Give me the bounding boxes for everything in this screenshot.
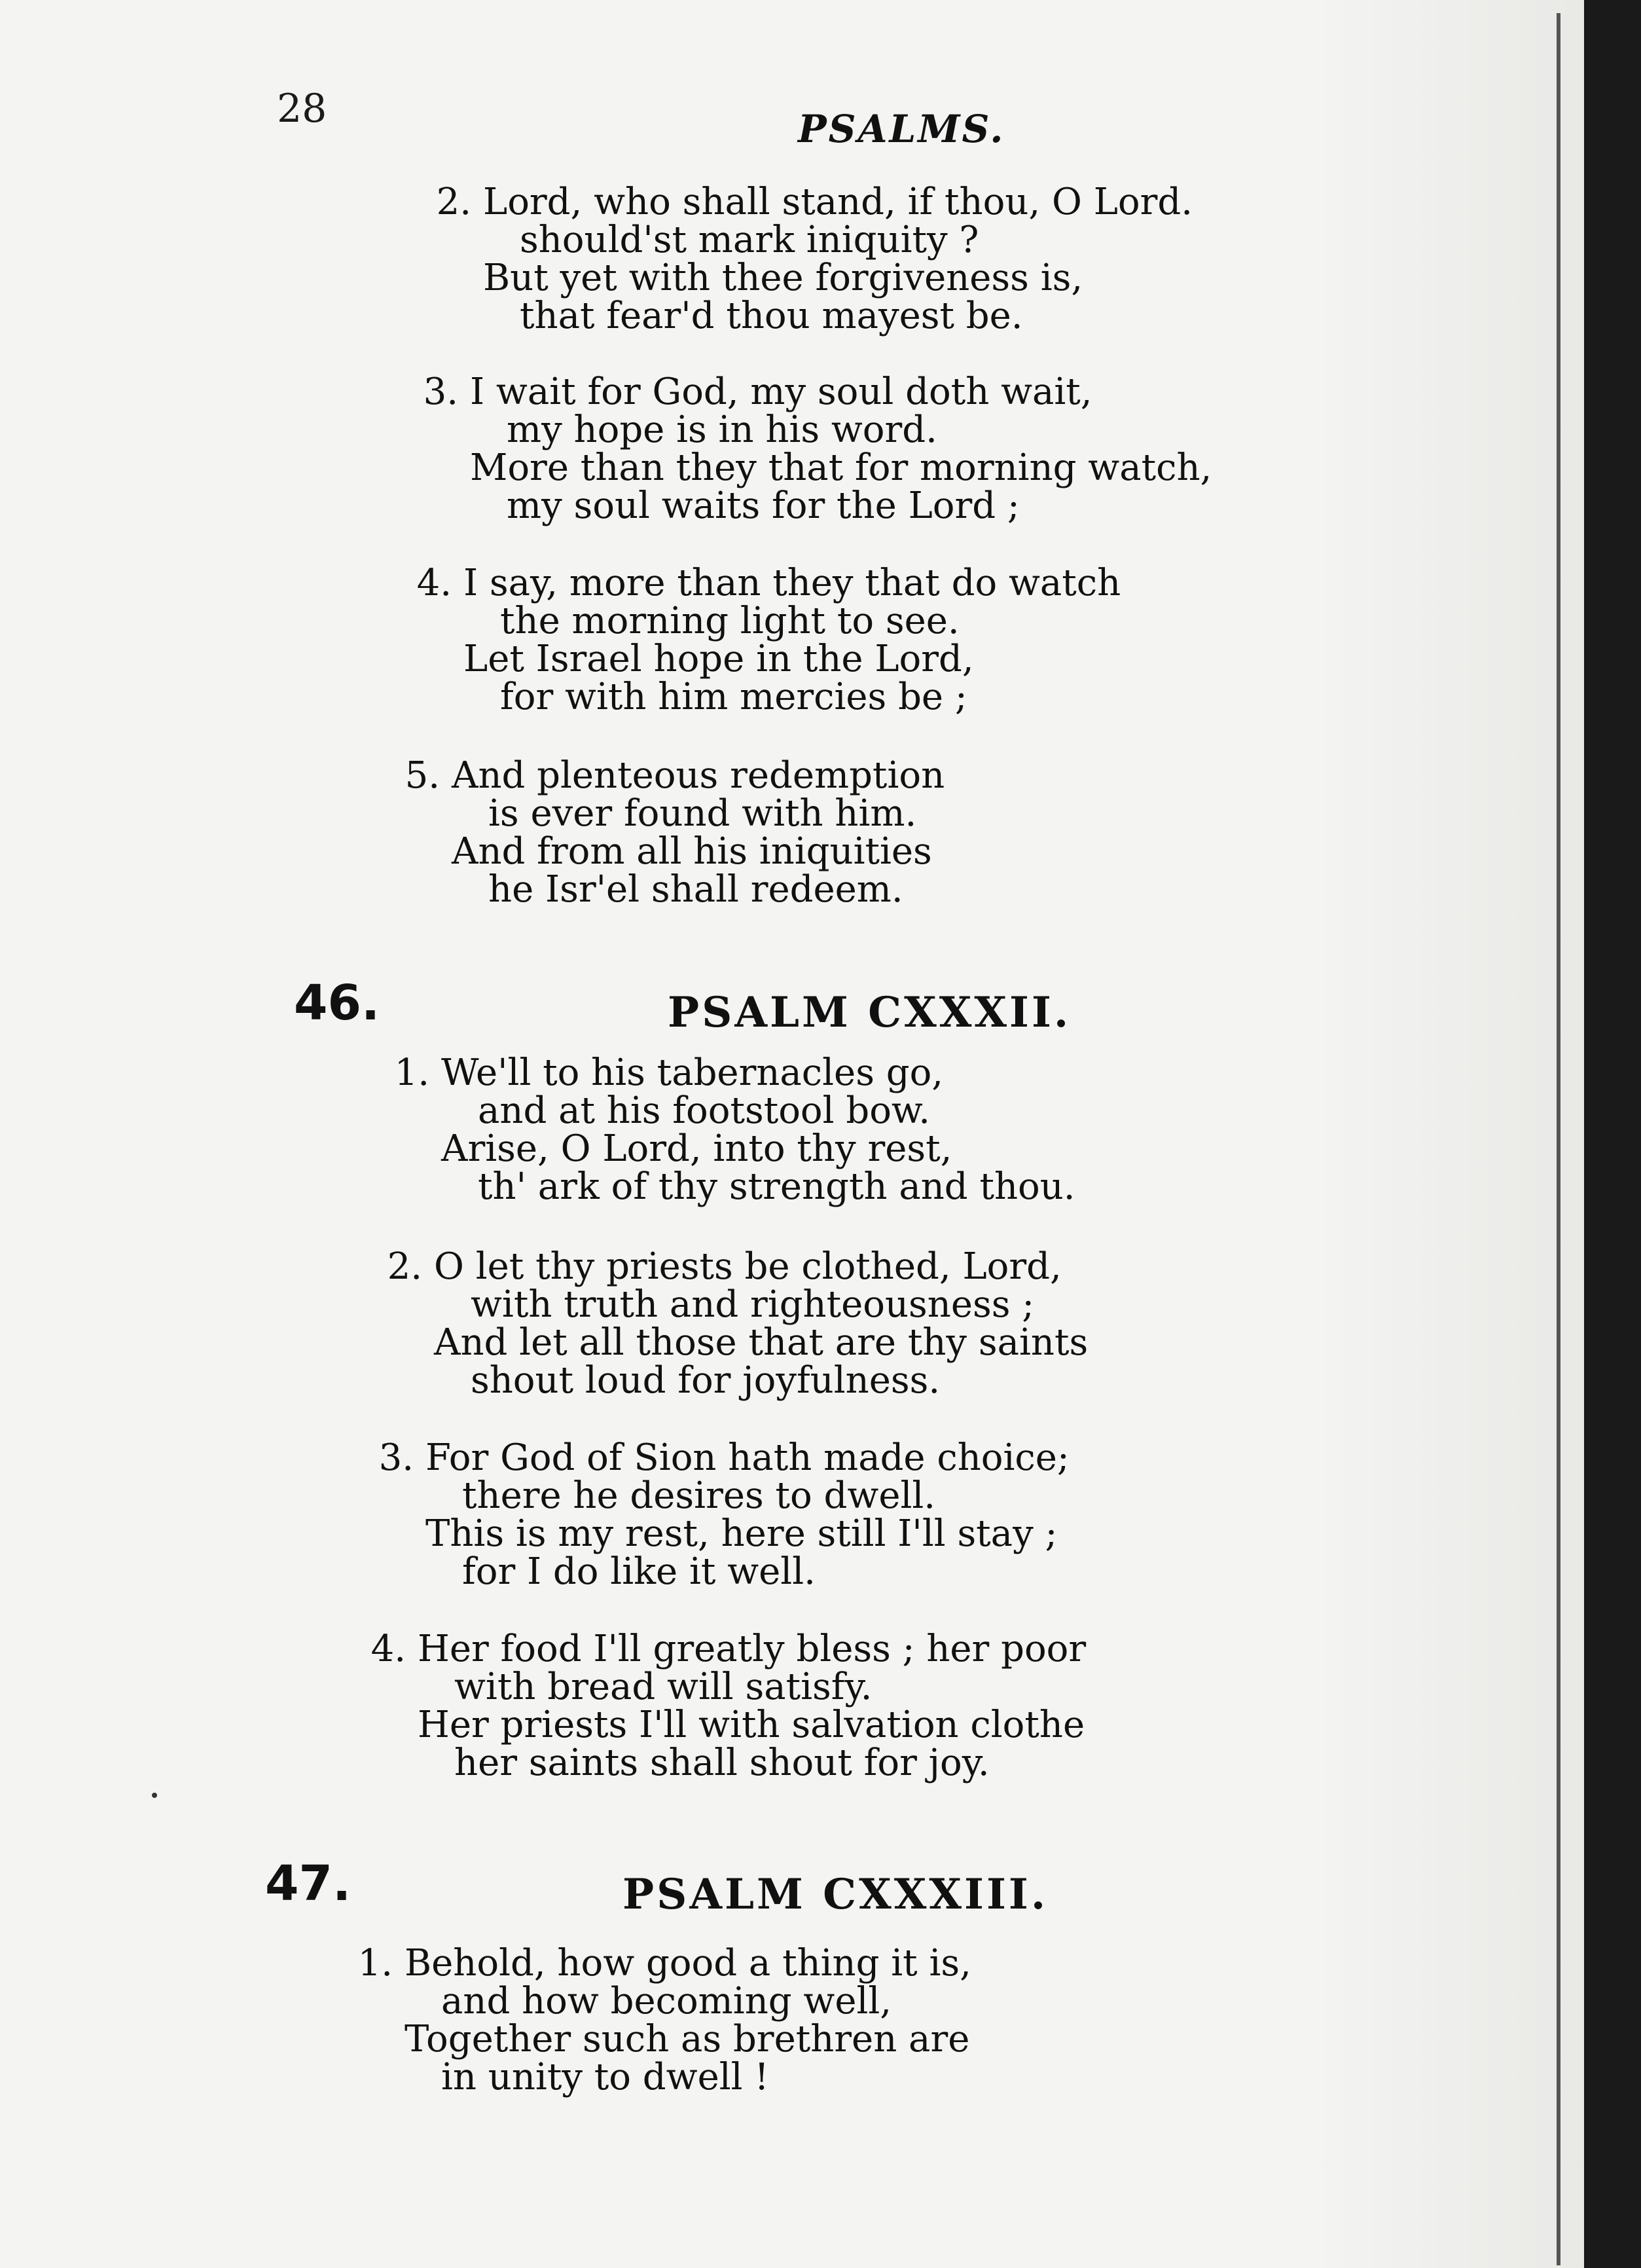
verse-line: I say, more than they that do watch: [463, 562, 1121, 604]
verse-line: there he desires to dwell.: [462, 1474, 936, 1517]
verse-line: More than they that for morning watch,: [470, 447, 1212, 489]
verse-line: her saints shall shout for joy.: [454, 1742, 990, 1784]
stanza: [388, 754, 945, 911]
verse-line: my hope is in his word.: [507, 409, 937, 451]
stanza: [370, 1245, 1089, 1402]
verse-number: 1.: [357, 1942, 393, 1985]
verse-number: 3.: [423, 371, 458, 413]
verse-line: Behold, how good a thing it is,: [405, 1942, 971, 1985]
verse-line: Arise, O Lord, into thy rest,: [441, 1127, 952, 1170]
verse-number: 4.: [416, 562, 452, 604]
stanza: [399, 564, 1121, 716]
verse-line: with truth and righteousness ;: [471, 1283, 1035, 1326]
verse-line: And let all those that are thy saints: [434, 1321, 1089, 1364]
book-spine: [1584, 0, 1641, 2268]
verse-number: 1.: [394, 1052, 429, 1094]
verse-line: for I do like it well.: [462, 1550, 816, 1593]
stanza: [361, 1436, 1070, 1593]
verse-line: in unity to dwell !: [441, 2056, 769, 2098]
ink-speck: [152, 1793, 157, 1798]
verse-line: Let Israel hope in the Lord,: [463, 638, 974, 680]
verse-line: But yet with thee forgiveness is,: [483, 257, 1083, 299]
running-head: PSALMS.: [798, 107, 1005, 151]
verse-line: he Isr'el shall redeem.: [488, 868, 903, 911]
psalm-title: PSALM CXXXII.: [668, 988, 1072, 1037]
verse-line: th' ark of thy strength and thou.: [478, 1165, 1075, 1208]
stanza: [419, 183, 1193, 335]
verse-number: 4.: [370, 1628, 406, 1670]
verse-number: 2.: [436, 181, 471, 223]
verse-line: O let thy priests be clothed, Lord,: [434, 1245, 1062, 1288]
verse-line: shout loud for joyfulness.: [471, 1359, 941, 1402]
verse-line: Her food I'll greatly bless ; her poor: [418, 1628, 1087, 1670]
psalm-number: 46.: [294, 975, 380, 1031]
verse-number: 2.: [387, 1245, 422, 1288]
verse-line: my soul waits for the Lord ;: [507, 485, 1020, 527]
page-number: 28: [277, 86, 327, 132]
verse-line: Her priests I'll with salvation clothe: [418, 1704, 1085, 1746]
stanza: [353, 1630, 1086, 1782]
verse-line: the morning light to see.: [500, 600, 960, 642]
verse-line: Lord, who shall stand, if thou, O Lord.: [483, 181, 1193, 223]
verse-number: 5.: [405, 754, 440, 797]
verse-line: for with him mercies be ;: [500, 676, 967, 718]
verse-line: And from all his iniquities: [452, 830, 932, 873]
verse-line: with bread will satisfy.: [454, 1666, 873, 1708]
verse-line: And plenteous redemption: [452, 754, 945, 797]
verse-line: This is my rest, here still I'll stay ;: [425, 1512, 1058, 1555]
verse-line: is ever found with him.: [488, 792, 917, 835]
verse-line: should'st mark iniquity ?: [520, 219, 979, 261]
verse-number: 3.: [378, 1436, 414, 1479]
stanza: [406, 373, 1212, 525]
stanza: [377, 1054, 1075, 1206]
verse-line: I wait for God, my soul doth wait,: [470, 371, 1092, 413]
page-edge: [1557, 13, 1560, 2265]
verse-line: and how becoming well,: [441, 1980, 892, 2022]
psalm-title: PSALM CXXXIII.: [622, 1870, 1049, 1919]
show-through-shade: [1309, 0, 1584, 2268]
stanza: [340, 1942, 971, 2098]
verse-line: and at his footstool bow.: [478, 1089, 931, 1132]
verse-line: Together such as brethren are: [405, 2018, 970, 2060]
verse-line: We'll to his tabernacles go,: [441, 1052, 944, 1094]
psalm-number: 47.: [265, 1856, 352, 1912]
verse-line: that fear'd thou mayest be.: [520, 295, 1023, 337]
verse-line: For God of Sion hath made choice;: [425, 1436, 1070, 1479]
